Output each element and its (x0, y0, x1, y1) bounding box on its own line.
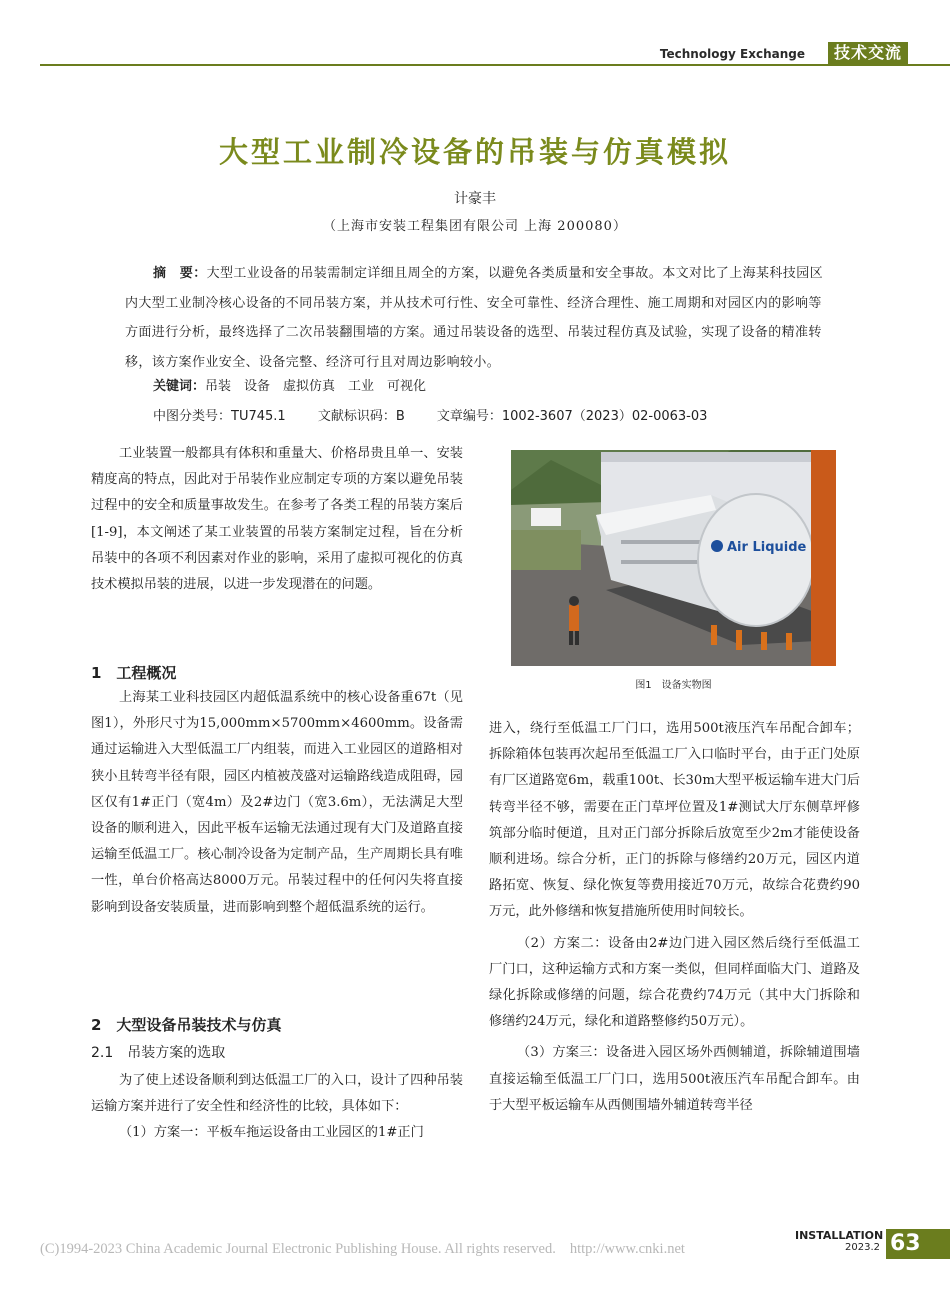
section-2-1-body (91, 1068, 463, 1147)
journal-section-english: Technology Exchange (659, 47, 805, 61)
section-1-paragraph: 上海某工业科技园区内超低温系统中的核心设备重67t（见图1），外形尺寸为15,000mm×5700mm×4600mm。设备需通过运输进入大型低温工厂内组装，而进入工业园区的道路相对狭小且转弯半径有限，园区内植被茂盛对运输路线造成阻碍，园区仅有1#正门（宽4m）及2#边门（宽3.6m），无法满足大型设备的顺利进入，因此平板车运输无法通过现有大门及道路直接运输至低温工厂。核心制冷设备为定制产品，生产周期长具有唯一性，单台价格高达8000万元。吊装过程中的任何闪失将直接影响到设备安装质量，进而影响到整个超低温系统的运行。 (91, 690, 463, 915)
section-1-body (91, 685, 463, 921)
plan-3-paragraph: （3）方案三：设备进入园区场外西侧辅道，拆除辅道围墙直接运输至低温工厂门口，选用500t液压汽车吊配合卸车。由于大型平板运输车从西侧围墙外辅道转弯半径 (489, 1045, 860, 1113)
page-number: 63 (886, 1229, 950, 1259)
footer-issue: 2023.2 (845, 1242, 880, 1253)
abstract (125, 259, 830, 377)
figure-caption: 图1 设备实物图 (635, 680, 712, 691)
figure-logo-text: Air Liquide (727, 540, 807, 555)
abstract-text: 大型工业设备的吊装需制定详细且周全的方案，以避免各类质量和安全事故。本文对比了上海某科技园区内大型工业制冷核心设备的不同吊装方案，并从技术可行性、安全可靠性、经济合理性、施工周期和对园区内的影响等方面进行分析，最终选择了二次吊装翻围墙的方案。通过吊装设备的选型、吊装过程仿真及试验，实现了设备的精准转移，该方案作业安全、设备完整、经济可行且对周边影响较小。 (125, 266, 824, 370)
article-number: 文章编号：1002-3607（2023）02-0063-03 (436, 409, 708, 424)
air-liquide-logo-icon (711, 540, 723, 552)
abstract-label: 摘 要： (153, 266, 207, 281)
section-2-1-paragraph: 为了使上述设备顺利到达低温工厂的入口，设计了四种吊装运输方案并进行了安全性和经济性的比较，具体如下： (91, 1073, 463, 1115)
affiliation: （上海市安装工程集团有限公司 上海 200080） (323, 219, 627, 234)
plan-2-paragraph: （2）方案二：设备由2#边门进入园区然后绕行至低温工厂门口，这种运输方式和方案一类似，但同样面临大门、道路及绿化拆除或修缮的问题，综合花费约74万元（其中大门拆除和修缮约24万元，绿化和道路整修约50万元）。 (489, 935, 860, 1030)
copyright-watermark (40, 1241, 685, 1258)
clc-number: 中图分类号：TU745.1 (153, 409, 286, 424)
keywords-text: 吊装 设备 虚拟仿真 工业 可视化 (205, 379, 427, 394)
footer-journal-name: INSTALLATION (795, 1229, 884, 1242)
author: 计豪丰 (454, 191, 496, 207)
classification-line (153, 405, 735, 424)
keywords-label: 关键词： (153, 379, 206, 394)
plan-1-start: （1）方案一：平板车拖运设备由工业园区的1#正门 (119, 1125, 424, 1141)
journal-section-chinese: 技术交流 (828, 42, 908, 64)
intro-paragraph: 工业装置一般都具有体积和重量大、价格昂贵且单一、安装精度高的特点，因此对于吊装作业应制定专项的方案以避免吊装过程中的安全和质量事故发生。在参考了各类工程的吊装方案后[1-9]，本文阐述了某工业装置的吊装方案制定过程，旨在分析吊装中的各项不利因素对作业的影响，采用了虚拟可视化的仿真技术模拟吊装的进展，以进一步发现潜在的问题。 (91, 446, 463, 593)
copyright-text: (C)1994-2023 China Academic Journal Electronic Publishing House. All rights reserved. (40, 1241, 556, 1257)
cnki-url: http://www.cnki.net (569, 1241, 685, 1257)
article-title: 大型工业制冷设备的吊装与仿真模拟 (218, 135, 731, 169)
document-code: 文献标识码：B (317, 409, 405, 424)
section-2-1-heading: 2.1 吊装方案的选取 (91, 1045, 226, 1061)
left-intro (91, 441, 463, 598)
header-rule (40, 64, 950, 66)
equipment-photo (511, 450, 836, 666)
right-column (489, 716, 860, 1119)
section-1-heading: 1 工程概况 (91, 664, 177, 682)
plan-1-continued: 进入，绕行至低温工厂门口，选用500t液压汽车吊配合卸车；拆除箱体包装再次起吊至低温工厂入口临时平台，由于正门处原有厂区道路宽6m，载重100t、长30m大型平板运输车进大门后转弯半径不够，需要在正门草坪位置及1#测试大厅东侧草坪修筑部分临时便道，且对正门部分拆除后放宽至少2m才能使设备顺利进场。综合分析，正门的拆除与修缮约20万元，园区内道路拓宽、恢复、绿化恢复等费用接近70万元，故综合花费约90万元，此外修缮和恢复措施所使用时间较长。 (489, 721, 860, 920)
section-2-heading: 2 大型设备吊装技术与仿真 (91, 1016, 282, 1034)
keywords (153, 375, 426, 394)
